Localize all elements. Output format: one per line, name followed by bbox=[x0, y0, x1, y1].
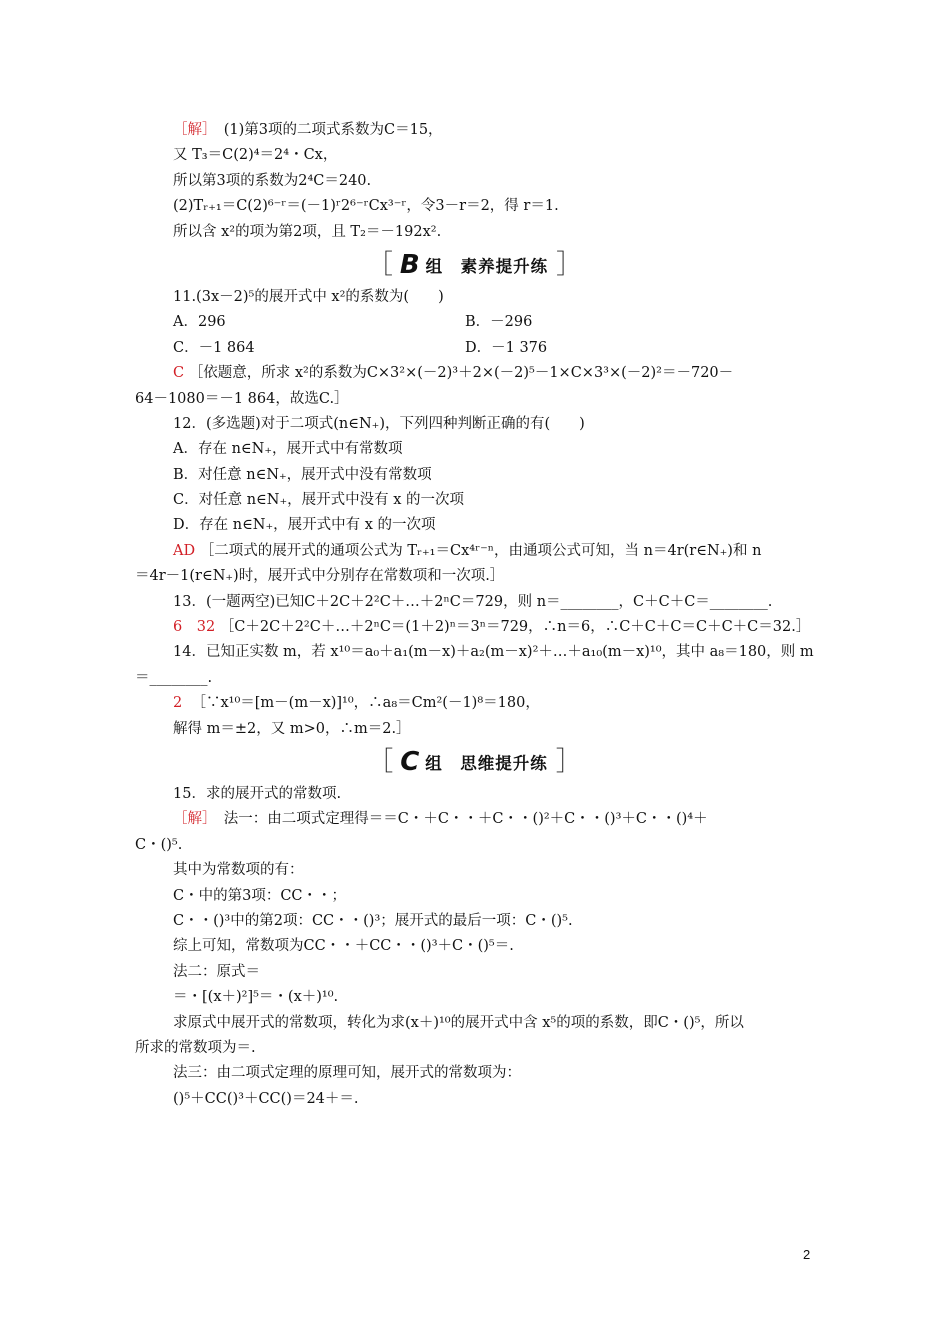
question-15-solution-12: ()⁵＋CC()³＋CC()＝24＋＝. bbox=[173, 1090, 359, 1107]
left-bracket-icon: ［ bbox=[366, 249, 394, 280]
answer: 6 32 bbox=[173, 619, 216, 636]
option-c: C．－1 864 bbox=[173, 339, 255, 356]
question-13-stem: 13．(一题两空)已知C＋2C＋2²C＋…＋2ⁿC＝729，则 n＝________，C＋C＋C＝________. bbox=[173, 593, 773, 610]
question-15-solution-6: 综上可知，常数项为CC・・＋CC・・()³＋C・()⁵＝. bbox=[173, 938, 514, 955]
page-number: 2 bbox=[803, 1247, 811, 1262]
group-c-header bbox=[135, 742, 815, 782]
solution-10-line-5: 所以含 x²的项为第2项，且 T₂＝－192x². bbox=[173, 223, 442, 240]
group-letter: C bbox=[400, 746, 420, 777]
solution-label: ［解］ bbox=[173, 811, 210, 828]
group-letter: B bbox=[399, 249, 420, 280]
question-14-stem-1: 14．已知正实数 m，若 x¹⁰＝a₀＋a₁(m－x)＋a₂(m－x)²＋…＋a₁₀(m－x)¹⁰，其中 a₈＝180，则 m bbox=[173, 644, 814, 661]
question-11-options-cd bbox=[135, 336, 815, 361]
question-14-stem-2: ＝________. bbox=[135, 669, 213, 686]
question-15-solution-7: 法二：原式＝ bbox=[173, 963, 260, 980]
answer: 2 bbox=[173, 695, 183, 712]
question-15-solution-4: C・中的第3项：CC・・； bbox=[173, 887, 347, 904]
question-15-solution-8: ＝・[(x＋)²]⁵＝・(x＋)¹⁰. bbox=[173, 989, 339, 1006]
option-d: D．－1 376 bbox=[465, 339, 548, 356]
question-11-options-ab bbox=[135, 310, 815, 335]
question-15-solution-9: 求原式中展开式的常数项，转化为求(x＋)¹⁰的展开式中含 x⁵的项的系数，即C・()⁵，所以 bbox=[173, 1014, 744, 1031]
option-b: B．对任意 n∈N₊，展开式中没有常数项 bbox=[173, 466, 432, 483]
question-15-solution-11: 法三：由二项式定理的原理可知，展开式的常数项为： bbox=[173, 1065, 521, 1082]
question-15-solution-1: ［解］ 法一：由二项式定理得＝＝C・＋C・・＋C・・()²＋C・・()³＋C・・()⁴＋ bbox=[173, 811, 708, 828]
solution-10-line-2: 又 T₃＝C(2)⁴＝2⁴・Cx， bbox=[173, 147, 338, 164]
group-title: 组 素养提升练 bbox=[425, 256, 549, 276]
solution-10-line-4: (2)Tᵣ₊₁＝C(2)⁶⁻ʳ＝(－1)ʳ2⁶⁻ʳCx³⁻ʳ，令3－r＝2，得 r＝1. bbox=[173, 198, 559, 215]
question-15-solution-3: 其中为常数项的有： bbox=[173, 862, 304, 879]
question-11-stem: 11.(3x－2)⁵的展开式中 x²的系数为( ) bbox=[173, 288, 444, 305]
question-15-solution-2: C・()⁵. bbox=[135, 836, 183, 853]
option-d: D．存在 n∈N₊，展开式中有 x 的一次项 bbox=[173, 517, 436, 534]
question-11-solution-2: 64－1080＝－1 864，故选C.］ bbox=[135, 390, 349, 407]
right-bracket-icon: ］ bbox=[555, 746, 583, 777]
question-11-solution-1: C ［依题意，所求 x²的系数为C×3²×(－2)³＋2×(－2)⁵－1×C×3³×(－2)²＝－720－ bbox=[173, 365, 734, 382]
answer: C bbox=[173, 365, 185, 382]
option-a: A．存在 n∈N₊，展开式中有常数项 bbox=[173, 441, 403, 458]
group-b-header bbox=[135, 245, 815, 285]
question-12-stem: 12．(多选题)对于二项式(n∈N₊)，下列四种判断正确的有( ) bbox=[173, 415, 585, 432]
document-body bbox=[135, 118, 815, 1112]
solution-10-line-3: 所以第3项的系数为2⁴C＝240. bbox=[173, 172, 372, 189]
option-b: B．－296 bbox=[465, 314, 533, 331]
answer: AD bbox=[173, 542, 196, 559]
group-title: 组 思维提升练 bbox=[425, 753, 548, 773]
right-bracket-icon: ］ bbox=[556, 249, 584, 280]
question-14-solution-2: 解得 m＝±2，又 m>0，∴m＝2.］ bbox=[173, 720, 411, 737]
question-12-solution-2: ＝4r－1(r∈N₊)时，展开式中分别存在常数项和一次项.］ bbox=[135, 568, 505, 585]
question-15-stem: 15．求的展开式的常数项. bbox=[173, 785, 342, 802]
option-a: A．296 bbox=[173, 314, 226, 331]
question-13-solution: 6 32 ［C＋2C＋2²C＋…＋2ⁿC＝(1＋2)ⁿ＝3ⁿ＝729，∴n＝6，∴C＋C＋C＝C＋C＋C＝32.］ bbox=[173, 619, 811, 636]
option-c: C．对任意 n∈N₊，展开式中没有 x 的一次项 bbox=[173, 492, 465, 509]
solution-10-line-1: ［解］ (1)第3项的二项式系数为C＝15， bbox=[173, 122, 443, 138]
question-15-solution-10: 所求的常数项为＝. bbox=[135, 1039, 256, 1056]
left-bracket-icon: ［ bbox=[367, 746, 395, 777]
question-12-solution-1: AD ［二项式的展开式的通项公式为 Tᵣ₊₁＝Cx⁴ʳ⁻ⁿ，由通项公式可知，当 n＝4r(r∈N₊)和 n bbox=[173, 542, 762, 559]
question-15-solution-5: C・・()³中的第2项：CC・・()³；展开式的最后一项：C・()⁵. bbox=[173, 912, 573, 929]
question-14-solution-1: 2 ［∵x¹⁰＝[m－(m－x)]¹⁰，∴a₈＝Cm²(－1)⁸＝180， bbox=[173, 695, 540, 712]
